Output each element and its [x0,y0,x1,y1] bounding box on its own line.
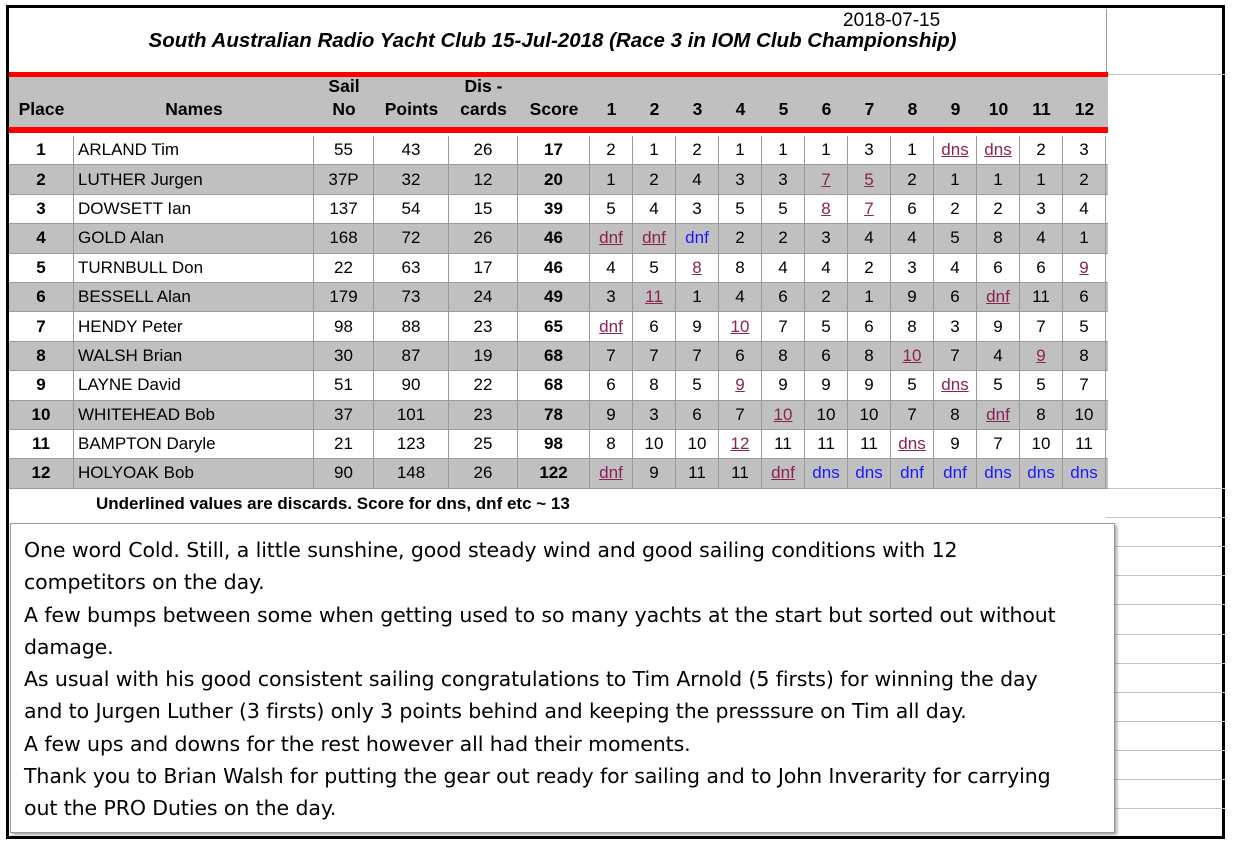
cell-race-9: dns [934,136,977,164]
cell-race-1: 1 [590,165,633,193]
cell-race-8: 5 [891,371,934,399]
table-row [9,342,1108,371]
cell-race-1: 2 [590,136,633,164]
header-race-9: 9 [950,99,961,119]
cell-sail: 55 [314,136,374,164]
cell-race-2: 8 [633,371,676,399]
cell-race-2: 4 [633,195,676,223]
cell-name: GOLD Alan [74,224,314,252]
cell-sail: 98 [314,312,374,340]
cell-race-9: 6 [934,283,977,311]
header-race-8: 8 [907,99,918,119]
cell-race-11: 7 [1020,312,1063,340]
header-race-2: 2 [649,99,660,119]
cell-race-9: 7 [934,342,977,370]
gridline [1106,604,1226,605]
cell-race-1: 3 [590,283,633,311]
cell-race-9: 9 [934,430,977,458]
cell-race-11: 11 [1020,283,1063,311]
cell-points: 87 [374,342,449,370]
cell-points: 90 [374,371,449,399]
table-row [9,430,1108,459]
cell-race-2: 3 [633,401,676,429]
cell-race-12: 8 [1063,342,1106,370]
cell-race-2: dnf [633,224,676,252]
cell-points: 73 [374,283,449,311]
cell-race-1: 5 [590,195,633,223]
cell-race-11: 1 [1020,165,1063,193]
header-race-11: 11 [1032,99,1051,119]
page-title: South Australian Radio Yacht Club 15-Jul-2018 (Race 3 in IOM Club Championship) [148,29,957,52]
cell-race-3: 9 [676,312,719,340]
cell-score: 68 [518,342,590,370]
cell-race-2: 2 [633,165,676,193]
header-race-1: 1 [606,99,617,119]
cell-place: 10 [9,401,74,429]
cell-race-10: 2 [977,195,1020,223]
table-row [9,283,1108,312]
header-race-5: 5 [778,99,789,119]
cell-sail: 90 [314,459,374,487]
cell-race-7: 7 [848,195,891,223]
cell-place: 12 [9,459,74,487]
cell-sail: 168 [314,224,374,252]
cell-race-8: 2 [891,165,934,193]
header-score: Score [529,99,579,119]
cell-race-10: dns [977,459,1020,487]
cell-race-6: dns [805,459,848,487]
race-report-textbox[interactable] [10,523,1115,833]
cell-race-5: 8 [762,342,805,370]
cell-race-5: 7 [762,312,805,340]
cell-race-11: 6 [1020,254,1063,282]
cell-name: LAYNE David [74,371,314,399]
cell-sail: 37 [314,401,374,429]
cell-race-4: 2 [719,224,762,252]
cell-race-6: 5 [805,312,848,340]
header-discards-bottom: cards [460,99,507,119]
cell-discards: 17 [449,254,518,282]
cell-score: 68 [518,371,590,399]
cell-sail: 21 [314,430,374,458]
gridline [1106,488,1226,489]
cell-race-4: 10 [719,312,762,340]
cell-race-3: 2 [676,136,719,164]
cell-place: 7 [9,312,74,340]
table-row [9,401,1108,430]
gridline [1106,721,1226,722]
cell-race-12: 5 [1063,312,1106,340]
cell-discards: 23 [449,401,518,429]
cell-sail: 37P [314,165,374,193]
cell-race-4: 11 [719,459,762,487]
cell-race-3: 7 [676,342,719,370]
header-sail-bottom: No [332,99,356,119]
cell-race-8: 3 [891,254,934,282]
cell-name: DOWSETT Ian [74,195,314,223]
cell-race-3: dnf [676,224,719,252]
cell-discards: 22 [449,371,518,399]
cell-discards: 15 [449,195,518,223]
cell-race-7: 11 [848,430,891,458]
cell-race-8: dns [891,430,934,458]
cell-race-10: 7 [977,430,1020,458]
cell-race-4: 6 [719,342,762,370]
cell-race-10: 1 [977,165,1020,193]
cell-race-3: 3 [676,195,719,223]
cell-race-1: dnf [590,312,633,340]
cell-name: TURNBULL Don [74,254,314,282]
gridline [1106,808,1226,809]
cell-race-12: 3 [1063,136,1106,164]
header-race-6: 6 [821,99,832,119]
gridline [1106,692,1226,693]
header-race-4: 4 [735,99,746,119]
cell-race-5: 6 [762,283,805,311]
header-points: Points [384,99,439,119]
cell-race-8: 10 [891,342,934,370]
cell-place: 6 [9,283,74,311]
cell-race-3: 1 [676,283,719,311]
table-header [9,77,1108,127]
gridline [1106,575,1226,576]
cell-place: 2 [9,165,74,193]
cell-name: HOLYOAK Bob [74,459,314,487]
cell-race-7: dns [848,459,891,487]
cell-points: 32 [374,165,449,193]
cell-race-6: 7 [805,165,848,193]
cell-race-2: 11 [633,283,676,311]
cell-race-2: 5 [633,254,676,282]
cell-race-12: 11 [1063,430,1106,458]
cell-discards: 24 [449,283,518,311]
cell-race-12: 1 [1063,224,1106,252]
header-race-3: 3 [692,99,703,119]
cell-race-11: 3 [1020,195,1063,223]
cell-points: 123 [374,430,449,458]
table-row [9,165,1108,194]
cell-race-7: 2 [848,254,891,282]
report-line: A few bumps between some when getting used to so many yachts at the start but sorted out without [24,602,1056,627]
cell-race-1: 8 [590,430,633,458]
report-line: As usual with his good consistent sailing congratulations to Tim Arnold (5 firsts) for winning the day [24,667,1038,692]
discard-note: Underlined values are discards. Score for dns, dnf etc ~ 13 [96,494,570,513]
report-line: and to Jurgen Luther (3 firsts) only 3 points behind and keeping the presssure on Tim all day. [24,699,967,724]
cell-race-12: 6 [1063,283,1106,311]
cell-race-3: 10 [676,430,719,458]
report-line: One word Cold. Still, a little sunshine, good steady wind and good sailing conditions with 12 [24,538,958,562]
cell-score: 20 [518,165,590,193]
cell-race-4: 3 [719,165,762,193]
cell-points: 43 [374,136,449,164]
table-row [9,195,1108,224]
cell-race-9: 8 [934,401,977,429]
cell-discards: 19 [449,342,518,370]
cell-points: 54 [374,195,449,223]
grid-divider [1106,9,1107,74]
cell-race-9: dnf [934,459,977,487]
cell-race-11: 5 [1020,371,1063,399]
cell-race-1: 7 [590,342,633,370]
cell-score: 39 [518,195,590,223]
cell-race-8: 1 [891,136,934,164]
cell-score: 46 [518,224,590,252]
cell-race-6: 10 [805,401,848,429]
cell-race-8: 9 [891,283,934,311]
cell-race-11: 2 [1020,136,1063,164]
header-discards-top: Dis - [464,76,503,96]
cell-race-11: 10 [1020,430,1063,458]
cell-score: 98 [518,430,590,458]
cell-race-3: 6 [676,401,719,429]
cell-race-6: 3 [805,224,848,252]
cell-score: 17 [518,136,590,164]
cell-race-2: 10 [633,430,676,458]
cell-race-5: 4 [762,254,805,282]
cell-sail: 30 [314,342,374,370]
cell-race-10: 8 [977,224,1020,252]
cell-race-7: 1 [848,283,891,311]
table-row [9,136,1108,165]
cell-race-2: 9 [633,459,676,487]
report-line: Thank you to Brian Walsh for putting the gear out ready for sailing and to John Inverarity for carrying [24,764,1051,789]
cell-race-12: 4 [1063,195,1106,223]
date-stamp: 2018-07-15 [843,10,941,31]
header-place: Place [18,99,65,119]
cell-place: 4 [9,224,74,252]
race-report-text [24,534,1114,825]
cell-race-8: dnf [891,459,934,487]
cell-race-3: 5 [676,371,719,399]
cell-race-9: 3 [934,312,977,340]
cell-race-6: 1 [805,136,848,164]
cell-race-6: 9 [805,371,848,399]
cell-sail: 22 [314,254,374,282]
gridline [1106,74,1226,75]
cell-name: ARLAND Tim [74,136,314,164]
cell-race-12: 9 [1063,254,1106,282]
cell-discards: 25 [449,430,518,458]
cell-race-12: dns [1063,459,1106,487]
cell-score: 122 [518,459,590,487]
cell-score: 46 [518,254,590,282]
cell-race-10: 5 [977,371,1020,399]
cell-name: BAMPTON Daryle [74,430,314,458]
cell-race-5: 5 [762,195,805,223]
header-bottom-rule [9,127,1108,133]
header-discards [449,77,518,127]
cell-race-10: 6 [977,254,1020,282]
table-row [9,254,1108,283]
cell-race-10: dnf [977,401,1020,429]
cell-race-5: 2 [762,224,805,252]
cell-race-5: 3 [762,165,805,193]
header-names: Names [165,99,223,119]
cell-race-6: 2 [805,283,848,311]
gridline [1106,634,1226,635]
cell-race-11: dns [1020,459,1063,487]
cell-race-4: 12 [719,430,762,458]
table-row [9,459,1108,488]
gridline [1106,663,1226,664]
cell-points: 63 [374,254,449,282]
cell-race-5: 9 [762,371,805,399]
cell-race-7: 8 [848,342,891,370]
cell-name: WHITEHEAD Bob [74,401,314,429]
cell-race-4: 7 [719,401,762,429]
cell-race-4: 4 [719,283,762,311]
cell-race-11: 8 [1020,401,1063,429]
cell-discards: 12 [449,165,518,193]
cell-race-11: 4 [1020,224,1063,252]
cell-place: 3 [9,195,74,223]
cell-race-3: 4 [676,165,719,193]
cell-race-9: 5 [934,224,977,252]
cell-score: 49 [518,283,590,311]
cell-race-5: dnf [762,459,805,487]
cell-name: HENDY Peter [74,312,314,340]
cell-race-8: 7 [891,401,934,429]
cell-race-9: 2 [934,195,977,223]
cell-race-2: 6 [633,312,676,340]
cell-race-10: 9 [977,312,1020,340]
header-race-10: 10 [988,99,1009,119]
header-race-7: 7 [864,99,875,119]
cell-race-7: 3 [848,136,891,164]
cell-race-7: 10 [848,401,891,429]
cell-race-4: 9 [719,371,762,399]
table-row [9,312,1108,341]
cell-race-5: 10 [762,401,805,429]
cell-race-6: 4 [805,254,848,282]
cell-race-8: 6 [891,195,934,223]
cell-discards: 23 [449,312,518,340]
cell-race-10: 4 [977,342,1020,370]
cell-race-12: 7 [1063,371,1106,399]
cell-place: 11 [9,430,74,458]
cell-race-12: 10 [1063,401,1106,429]
cell-sail: 179 [314,283,374,311]
report-line: A few ups and downs for the rest however all had their moments. [24,731,691,756]
cell-race-1: dnf [590,224,633,252]
cell-discards: 26 [449,136,518,164]
cell-race-1: dnf [590,459,633,487]
cell-race-8: 4 [891,224,934,252]
cell-sail: 137 [314,195,374,223]
cell-race-8: 8 [891,312,934,340]
cell-race-7: 5 [848,165,891,193]
report-line: damage. [24,634,114,659]
header-sail-top: Sail [328,76,360,96]
cell-race-1: 9 [590,401,633,429]
cell-race-4: 5 [719,195,762,223]
cell-race-10: dns [977,136,1020,164]
cell-race-9: 4 [934,254,977,282]
cell-score: 78 [518,401,590,429]
discard-note-row [9,490,1108,518]
report-line: out the PRO Duties on the day. [24,796,337,821]
cell-points: 72 [374,224,449,252]
cell-race-6: 8 [805,195,848,223]
cell-race-5: 11 [762,430,805,458]
table-row [9,224,1108,253]
cell-race-11: 9 [1020,342,1063,370]
header-sail-no [314,77,374,127]
header-race-12: 12 [1074,99,1095,119]
cell-race-7: 9 [848,371,891,399]
cell-race-10: dnf [977,283,1020,311]
cell-race-1: 4 [590,254,633,282]
cell-points: 148 [374,459,449,487]
cell-name: BESSELL Alan [74,283,314,311]
cell-race-3: 11 [676,459,719,487]
cell-race-2: 7 [633,342,676,370]
cell-points: 88 [374,312,449,340]
cell-score: 65 [518,312,590,340]
table-row [9,371,1108,400]
cell-race-9: 1 [934,165,977,193]
cell-place: 9 [9,371,74,399]
cell-race-9: dns [934,371,977,399]
cell-race-7: 4 [848,224,891,252]
gridline [1106,779,1226,780]
cell-place: 8 [9,342,74,370]
cell-race-2: 1 [633,136,676,164]
cell-place: 5 [9,254,74,282]
cell-sail: 51 [314,371,374,399]
cell-race-4: 1 [719,136,762,164]
cell-discards: 26 [449,459,518,487]
cell-place: 1 [9,136,74,164]
cell-points: 101 [374,401,449,429]
cell-race-3: 8 [676,254,719,282]
cell-discards: 26 [449,224,518,252]
cell-race-6: 6 [805,342,848,370]
cell-race-5: 1 [762,136,805,164]
cell-name: WALSH Brian [74,342,314,370]
cell-race-6: 11 [805,430,848,458]
cell-race-12: 2 [1063,165,1106,193]
cell-race-1: 6 [590,371,633,399]
report-line: competitors on the day. [24,570,265,595]
results-table-body [9,136,1108,489]
gridline [1106,517,1226,518]
cell-race-7: 6 [848,312,891,340]
gridline [1106,546,1226,547]
cell-race-4: 8 [719,254,762,282]
gridline [1106,750,1226,751]
cell-name: LUTHER Jurgen [74,165,314,193]
